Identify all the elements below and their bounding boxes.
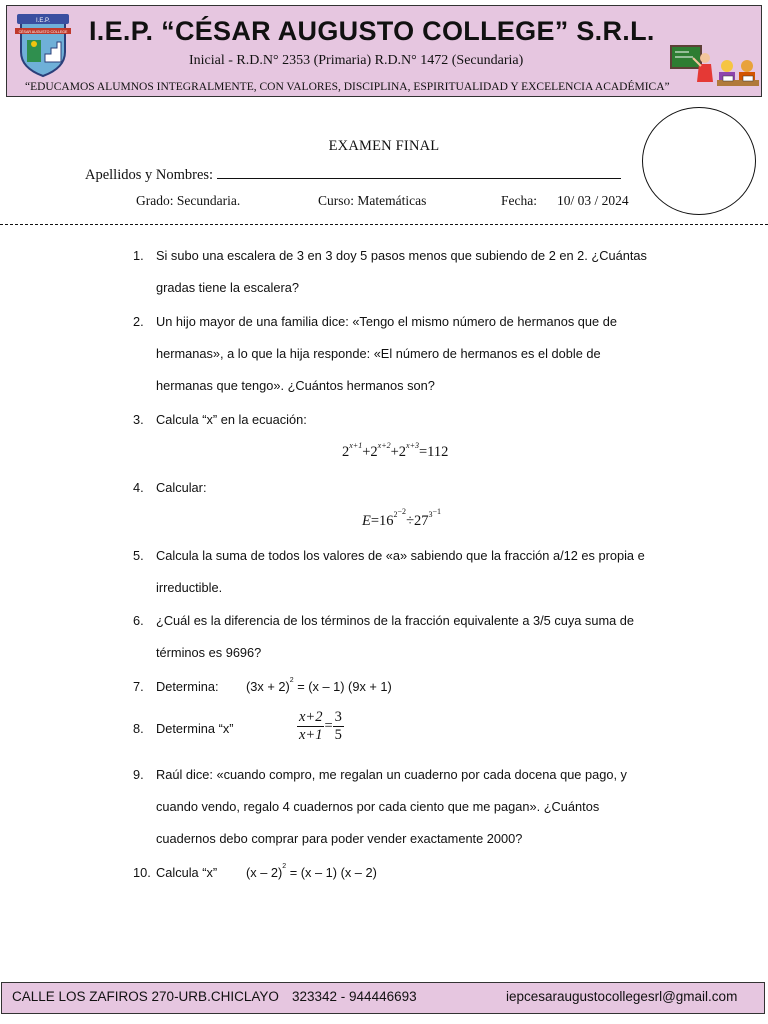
question-number: 2. — [133, 314, 144, 329]
question-number: 7. — [133, 679, 144, 694]
dashed-divider — [0, 224, 768, 225]
school-header — [6, 5, 762, 97]
eq-plus: + — [362, 444, 371, 460]
resolution-numbers: Inicial - R.D.N° 2353 (Primaria) R.D.N° 1472 (Secundaria) — [189, 53, 524, 68]
date-value: 10/ 03 / 2024 — [557, 193, 629, 208]
eq-right: = (x – 1) (9x + 1) — [293, 679, 392, 694]
question-text: irreductible. — [156, 580, 223, 595]
eq-base: 2 — [370, 444, 378, 460]
question-number: 1. — [133, 248, 144, 263]
photo-circle — [642, 107, 756, 215]
question-text: hermanas que tengo». ¿Cuántos hermanos son? — [156, 378, 435, 393]
footer-address: CALLE LOS ZAFIROS 270-URB.CHICLAYO — [12, 989, 279, 1004]
logo-top-text: I.E.P. — [36, 18, 50, 24]
eq-exponent: 2 — [393, 510, 398, 519]
question-text: Calcula la suma de todos los valores de «a» sabiendo que la fracción a/12 es propia e — [156, 548, 645, 563]
names-label: Apellidos y Nombres: — [85, 167, 214, 183]
eq-right: = (x – 1) (x – 2) — [286, 865, 377, 880]
eq-variable: E — [362, 513, 371, 529]
question-text: ¿Cuál es la diferencia de los términos de la fracción equivalente a 3/5 cuya suma de — [156, 613, 635, 628]
eq-rhs: =112 — [418, 444, 449, 460]
question-text: Calcula “x” — [156, 865, 218, 880]
eq-divisor: ÷27 — [406, 513, 429, 529]
equation-q8 — [297, 709, 344, 744]
eq-left: (x – 2) — [246, 865, 283, 880]
fraction-denominator: x+1 — [299, 727, 323, 743]
equation-q4 — [362, 507, 442, 530]
question-text: Si subo una escalera de 3 en 3 doy 5 pasos menos que subiendo de 2 en 2. ¿Cuántas — [156, 248, 647, 263]
question-text: Determina “x” — [156, 721, 234, 736]
eq-exponent: x+3 — [406, 441, 419, 450]
question-number: 8. — [133, 721, 144, 736]
question-text: Un hijo mayor de una familia dice: «Tengo el mismo número de hermanos que de — [156, 314, 617, 329]
eq-exponent: −2 — [397, 507, 407, 516]
eq-equals: = — [324, 718, 333, 734]
equation-q3 — [342, 441, 449, 461]
eq-exponent: x+2 — [377, 441, 391, 450]
fraction-right — [333, 709, 344, 744]
question-text: cuando vendo, regalo 4 cuadernos por cada ciento que me pagan». ¿Cuántos — [156, 799, 600, 814]
logo-band-text: CÉSAR AUGUSTO COLLEGE — [18, 30, 68, 34]
question-text: Calcula “x” en la ecuación: — [156, 412, 307, 427]
question-text: términos es 9696? — [156, 645, 262, 660]
school-footer — [1, 982, 765, 1014]
eq-base: =16 — [370, 513, 394, 529]
question-text: Determina: — [156, 679, 219, 694]
footer-phones: 323342 - 944446693 — [292, 989, 417, 1004]
equation-q10 — [246, 865, 377, 880]
question-number: 10. — [133, 865, 151, 880]
question-text: cuadernos debo comprar para poder vender exactamente 2000? — [156, 831, 523, 846]
eq-exponent: 2 — [282, 863, 287, 870]
students-reading-icon — [715, 58, 761, 88]
question-text: gradas tiene la escalera? — [156, 280, 299, 295]
fraction-left — [297, 709, 324, 744]
grade-label: Grado: Secundaria. — [136, 193, 241, 208]
names-blank-line — [217, 166, 621, 179]
teacher-at-blackboard-icon — [669, 44, 717, 84]
course-label: Curso: Matemáticas — [318, 193, 427, 208]
question-number: 9. — [133, 767, 144, 782]
question-number: 6. — [133, 613, 144, 628]
question-number: 3. — [133, 412, 144, 427]
question-text: Calcular: — [156, 480, 207, 495]
names-field — [85, 166, 621, 184]
question-text: Raúl dice: «cuando compro, me regalan un cuaderno por cada docena que pago, y — [156, 767, 627, 782]
date-label: Fecha: — [501, 193, 537, 208]
eq-exponent: −1 — [432, 507, 442, 516]
eq-exponent: 2 — [289, 677, 294, 684]
question-number: 5. — [133, 548, 144, 563]
school-motto: “EDUCAMOS ALUMNOS INTEGRALMENTE, CON VALORES, DISCIPLINA, ESPIRITUALIDAD Y EXCELENCIA ACADÉMICA” — [25, 81, 670, 93]
equation-q7 — [246, 679, 392, 694]
question-number: 4. — [133, 480, 144, 495]
eq-left: (3x + 2) — [246, 679, 290, 694]
footer-email: iepcesaraugustocollegesrl@gmail.com — [506, 989, 738, 1004]
eq-plus: + — [390, 444, 399, 460]
eq-exponent: 3 — [428, 510, 433, 519]
fraction-numerator: 3 — [334, 709, 342, 725]
eq-base: 2 — [342, 444, 350, 460]
fraction-denominator: 5 — [334, 727, 342, 743]
school-crest-logo — [13, 10, 73, 78]
school-name: I.E.P. “CÉSAR AUGUSTO COLLEGE” S.R.L. — [89, 16, 655, 46]
fraction-numerator: x+2 — [299, 709, 323, 725]
eq-exponent: x+1 — [349, 441, 363, 450]
question-text: hermanas», a lo que la hija responde: «El número de hermanos es el doble de — [156, 346, 601, 361]
exam-title: EXAMEN FINAL — [328, 138, 440, 154]
eq-base: 2 — [398, 444, 407, 460]
